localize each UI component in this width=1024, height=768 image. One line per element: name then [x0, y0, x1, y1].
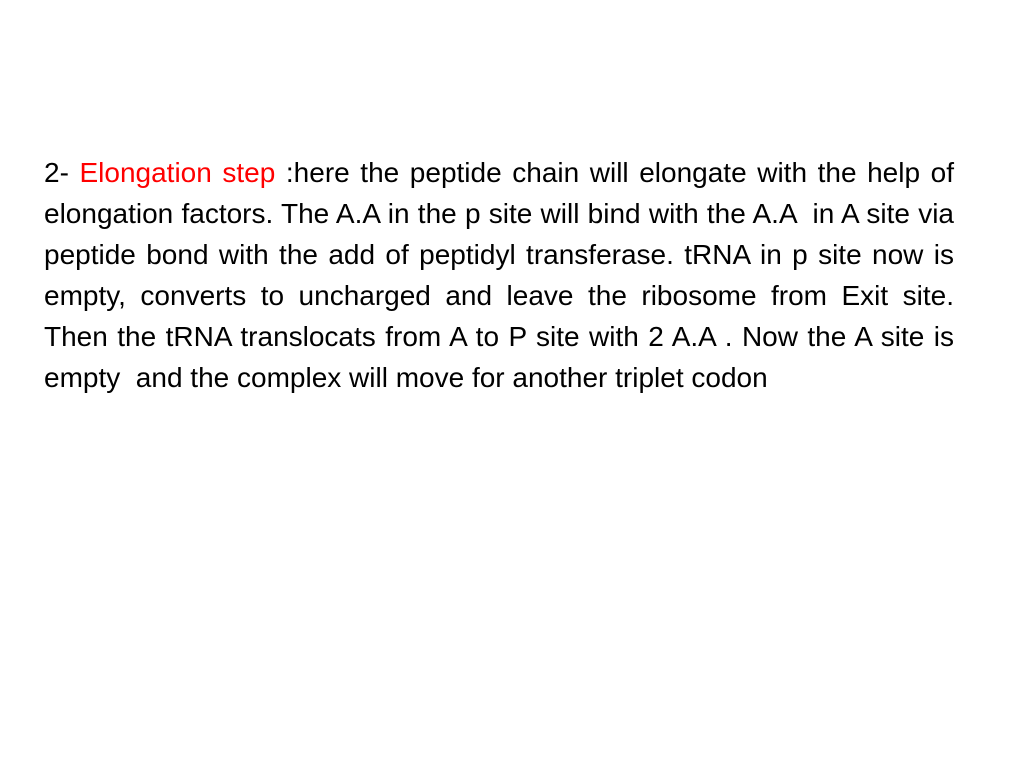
paragraph [44, 152, 962, 398]
step-number: 2- [44, 157, 80, 188]
step-description: :here the peptide chain will elongate with the help of elongation factors. The A.A in the p site will bind with the A.A in A site via peptide bond with the add of peptidyl transferase. tRNA in p site now is empty, converts to uncharged and leave the ribosome from Exit site. Then the tRNA translocats from A to P site with 2 A.A . Now the A site is empty and the complex will move for another triplet codon [44, 157, 962, 393]
step-heading: Elongation step [79, 157, 276, 188]
